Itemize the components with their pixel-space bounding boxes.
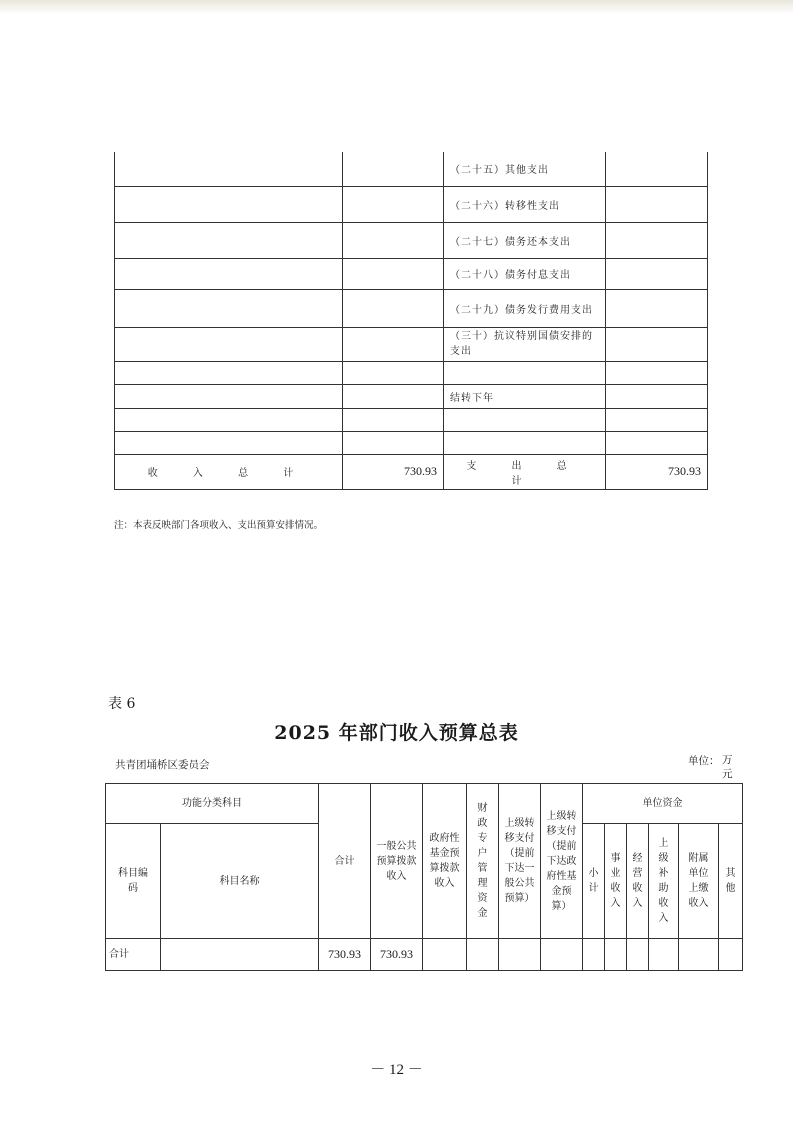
table-row <box>115 258 708 289</box>
row-other <box>719 939 743 971</box>
row-general-budget: 730.93 <box>371 939 423 971</box>
transfer-general-header: 上级转移支付（提前下达一般公共预算） <box>504 818 535 904</box>
operating-income-header: 经营收入 <box>632 853 643 909</box>
code-header: 科目编码 <box>118 868 148 894</box>
row-code: 合计 <box>106 939 161 971</box>
general-budget-header: 一般公共预算拨款收入 <box>376 840 417 882</box>
expense-item: （二十九）债务发行费用支出 <box>444 289 606 327</box>
affiliated-income-header: 附属单位上缴收入 <box>688 853 709 909</box>
subtotal-header: 小计 <box>588 868 599 894</box>
row-subsidy-income <box>649 939 679 971</box>
unit-value: 万元 <box>722 754 733 780</box>
row-transfer-fund <box>541 939 583 971</box>
table-row <box>115 384 708 408</box>
fiscal-special-header: 财政专户管理资金 <box>477 803 488 919</box>
table-row <box>106 939 743 971</box>
business-income-header: 事业收入 <box>610 853 621 909</box>
income-total-value: 730.93 <box>343 454 444 489</box>
expense-item <box>444 361 606 384</box>
row-gov-fund <box>423 939 467 971</box>
row-subtotal <box>583 939 605 971</box>
row-operating-income <box>627 939 649 971</box>
other-header: 其他 <box>725 868 736 894</box>
table-row <box>115 222 708 258</box>
table-row <box>115 152 708 186</box>
row-business-income <box>605 939 627 971</box>
expense-item: 结转下年 <box>444 384 606 408</box>
row-total: 730.93 <box>319 939 371 971</box>
row-fiscal-special <box>467 939 499 971</box>
income-total-label: 收 入 总 计 <box>115 454 343 489</box>
page-title: 2025 年部门收入预算总表 <box>274 722 519 744</box>
row-transfer-general <box>499 939 541 971</box>
table-row <box>115 408 708 431</box>
unit-funds-header: 单位资金 <box>583 784 743 824</box>
header-row <box>106 784 743 824</box>
table-row <box>115 186 708 222</box>
table-row <box>115 327 708 361</box>
expense-item: （二十八）债务付息支出 <box>444 258 606 289</box>
expense-item: （二十五）其他支出 <box>444 152 606 186</box>
name-header: 科目名称 <box>161 824 319 939</box>
total-header: 合计 <box>334 855 355 867</box>
expense-item: （三十）抗议特别国债安排的支出 <box>444 327 606 361</box>
unit-label: 单位： <box>688 755 720 767</box>
department-name: 共青团埇桥区委员会 <box>115 759 210 771</box>
table-row <box>115 361 708 384</box>
table-number: 表 6 <box>108 696 136 712</box>
income-budget-table <box>105 783 743 971</box>
table-note: 注：本表反映部门各项收入、支出预算安排情况。 <box>114 520 324 531</box>
row-affiliated-income <box>679 939 719 971</box>
expense-total-label: 支 出 总 计 <box>444 454 606 489</box>
expense-item <box>444 408 606 431</box>
func-class-header: 功能分类科目 <box>106 784 319 824</box>
scan-top-edge <box>0 0 793 14</box>
expense-continuation-table <box>114 152 708 490</box>
table-row <box>115 289 708 327</box>
expense-item: （二十六）转移性支出 <box>444 186 606 222</box>
expense-item <box>444 431 606 454</box>
page-number: － 12 － <box>370 1062 423 1078</box>
totals-row <box>115 454 708 489</box>
table-row <box>115 431 708 454</box>
expense-item: （二十七）债务还本支出 <box>444 222 606 258</box>
row-name <box>161 939 319 971</box>
transfer-fund-header: 上级转移支付（提前下达政府性基金预算） <box>546 810 577 912</box>
expense-total-value: 730.93 <box>606 454 708 489</box>
gov-fund-header: 政府性基金预算拨款收入 <box>429 833 460 889</box>
subsidy-income-header: 上级补助收入 <box>658 838 669 924</box>
